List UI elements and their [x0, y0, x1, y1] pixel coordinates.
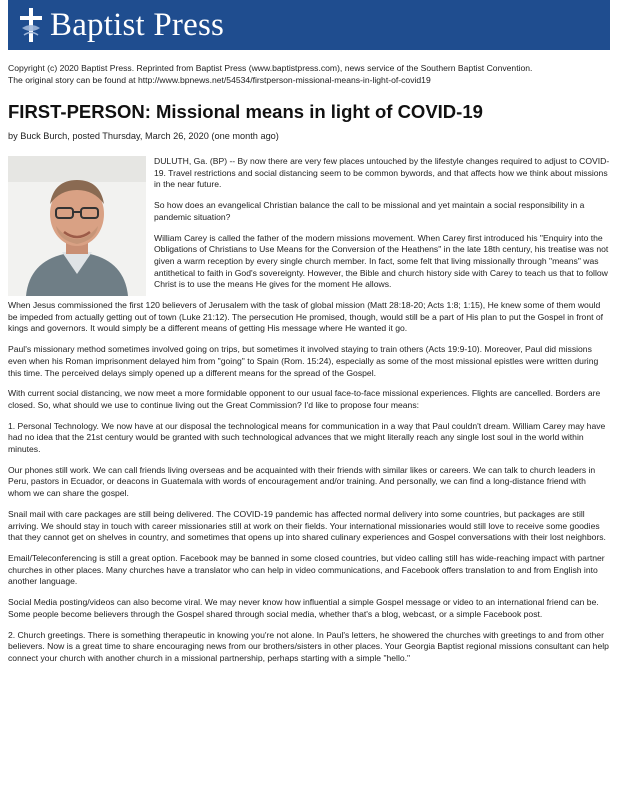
article-paragraph: Email/Teleconferencing is still a great option. Facebook may be banned in some closed countries, but video calling still has wide-reaching impact with partner churches in other places. Many churches have a translator who can help in video communications, and Facebook offers translation to and from English into another language. — [8, 552, 605, 587]
article-paragraph: Snail mail with care packages are still being delivered. The COVID-19 pandemic has affected normal delivery into some countries, but packages are still arriving. We should stay in touch with career missionaries still at work on their fields. Your international missionaries would still love to receive some goodies that they cannot get on shelves in country, and sometimes that opens up into shared culinary experiences and Gospel conversations with their lost neighbors. — [8, 508, 606, 543]
article-paragraph: Our phones still work. We can call friends living overseas and be acquainted with their friends with similar likes or careers. We can talk to church leaders in Peru, pastors in Ecuador, or deacons in Guatemala with words of encouragement and/or training. And personally, we can find a long-distance friend with whom we can share the gospel. — [8, 464, 596, 499]
article-paragraph: Social Media posting/videos can also become viral. We may never know how influential a simple Gospel message or video to an international friend can be. Some people become believers through the Gospel shared through social media, whether that's a blog, webcast, or a simple Facebook post. — [8, 597, 599, 619]
original-story-line: The original story can be found at http://www.bpnews.net/54534/firstperson-missional-means-in-light-of-covid19 — [8, 75, 431, 85]
site-logo-text[interactable]: Baptist Press — [50, 6, 225, 43]
copyright-notice — [8, 62, 610, 86]
article-byline: by Buck Burch, posted Thursday, March 26, 2020 (one month ago) — [8, 131, 279, 141]
article-body — [8, 156, 610, 674]
article-paragraph: With current social distancing, we now meet a more formidable opponent to our usual face-to-face missional experiences. Flights are cancelled. Borders are closed. So, what should we use to continue living out the Great Commission? I'd like to propose four means: — [8, 388, 601, 410]
article-paragraph: When Jesus commissioned the first 120 believers of Jerusalem with the task of global mission (Matt 28:18-20; Acts 1:8; 1:15), He knew some of them would be impeded from actually getting out of town (Luke 21:12). The persecution He promised, though, would still be a part of His plan to put the Gospel in front of kings and governors. It would simply be a different means of getting His message where He wanted it go. — [8, 300, 604, 334]
cross-logo-icon — [18, 8, 44, 42]
article-paragraph: William Carey is called the father of the modern missions movement. When Carey first introduced his "Enquiry into the Obligations of Christians to Use Means for the Conversion of the Heathens" in the late 18th century, his treatise was not given a warm reception by every single church member. In fact, some felt that living missionally through "means" was antithetical to faith in God's sovereignty. However, the Bible and church history side with Carey to teach us that to follow Christ is to use the means He gives for the moment He allows. — [154, 232, 609, 290]
author-photo — [8, 156, 146, 296]
site-banner — [8, 0, 610, 50]
article-paragraph: 1. Personal Technology. We now have at our disposal the technological means for communication in a way that Paul couldn't dream. William Carey may have had no idea that the 21st century would be granted with such technological advances that we might literally reach any single lost soul in the world within minutes. — [8, 420, 606, 455]
article-paragraph: 2. Church greetings. There is something therapeutic in knowing you're not alone. In Paul's letters, he showered the churches with greetings to and from other believers. Now is a great time to share encouraging news from our brothers/sisters in other places. Your Georgia Baptist regional missions consultant can help connect your church with another church in a missional partnership, perhaps starting with a simple "hello." — [8, 629, 609, 663]
copyright-line: Copyright (c) 2020 Baptist Press. Reprinted from Baptist Press (www.baptistpress.com), news service of the Southern Baptist Convention. — [8, 63, 533, 73]
article-title: FIRST-PERSON: Missional means in light of COVID-19 — [8, 101, 483, 122]
article-paragraph: DULUTH, Ga. (BP) -- By now there are very few places untouched by the lifestyle changes required to adjust to COVID-19. Travel restrictions and social distancing seem to be common bywords, and that affects how we think about missions in the near future. — [154, 156, 610, 190]
article-paragraph: Paul's missionary method sometimes involved going on trips, but sometimes it involved staying to train others (Acts 19:9-10). Moreover, Paul did missions even when his Roman imprisonment delayed him from "going" to Spain (Rom. 15:24), especially as some of the most missional epistles were written during this time. The perceived delays simply opened up a different means for the spread of the Gospel. — [8, 344, 599, 378]
article-paragraph: So how does an evangelical Christian balance the call to be missional and yet maintain a social responsibility in a pandemic situation? — [154, 200, 585, 222]
